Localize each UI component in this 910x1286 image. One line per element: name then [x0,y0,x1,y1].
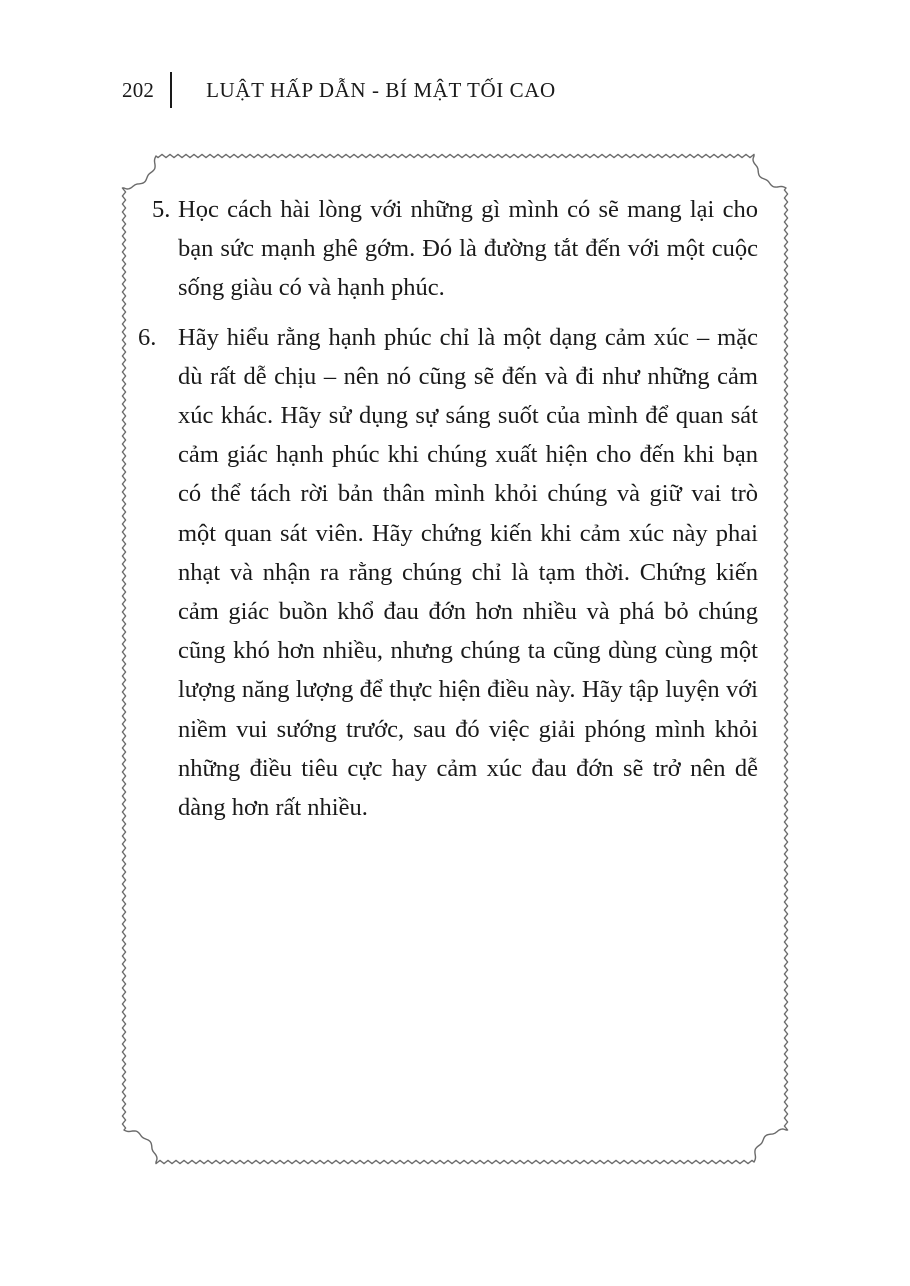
list-item-number: 5. [152,196,171,223]
page-number: 202 [122,77,155,102]
list-item [138,190,758,308]
list-item-number: 6. [138,323,157,351]
text-box [138,190,758,827]
header-divider [170,72,172,108]
list-item-text: Hãy hiểu rằng hạnh phúc chỉ là một dạng cảm xúc – mặc dù rất dễ chịu – nên nó cũng sẽ đến và đi như những cảm xúc khác. Hãy sử dụng sự sáng suốt của mình để quan sát cảm giác hạnh phúc khi chúng xuất hiện cho đến khi bạn có thể tách rời bản thân mình khỏi chúng và giữ vai trò một quan sát viên. Hãy chứng kiến khi cảm xúc này phai nhạt và nhận ra rằng chúng chỉ là tạm thời. Chứng kiến cảm giác buồn khổ đau đớn hơn nhiều và phá bỏ chúng cũng khó hơn nhiều, nhưng chúng ta cũng dùng cùng một lượng năng lượng để thực hiện điều này. Hãy tập luyện với niềm vui sướng trước, sau đó việc giải phóng mình khỏi những điều tiêu cực hay cảm xúc đau đớn sẽ trở nên dễ dàng hơn rất nhiều. [178,323,758,822]
book-title: LUẬT HẤP DẪN - BÍ MẬT TỐI CAO [206,77,556,102]
running-header [122,72,556,108]
list-item-text: Học cách hài lòng với những gì mình có sẽ mang lại cho bạn sức mạnh ghê gớm. Đó là đường tắt đến với một cuộc sống giàu có và hạnh phúc. [178,196,758,302]
list-item [138,318,758,828]
